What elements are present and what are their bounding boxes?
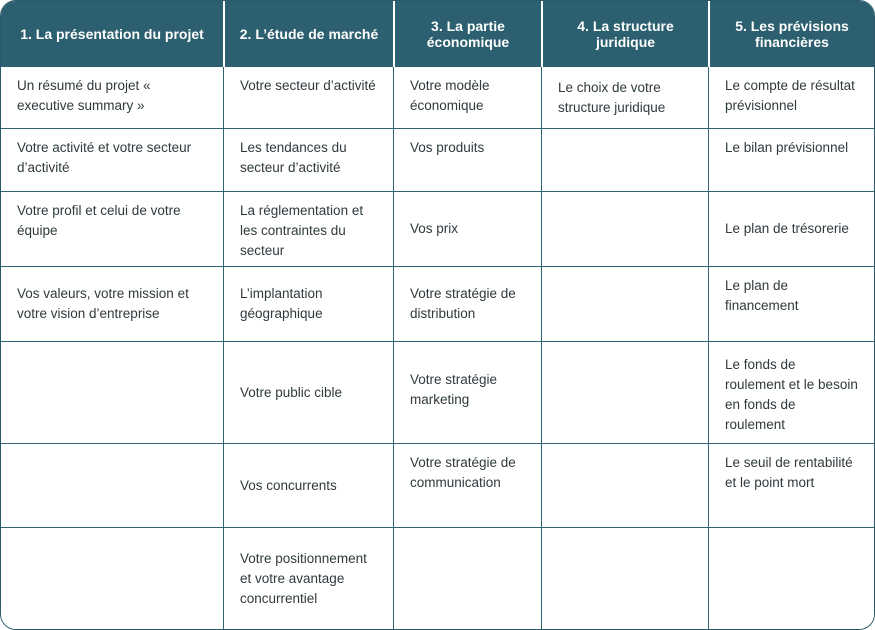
header-etude-marche: 2. L’étude de marché (239, 26, 379, 42)
table-cell: Vos concurrents (224, 444, 394, 528)
table-cell: Un résumé du projet « executive summary » (1, 67, 224, 129)
table-cell (542, 267, 709, 342)
table-cell (542, 528, 709, 629)
table-cell (542, 129, 709, 192)
table-header (1, 1, 874, 67)
table-cell (1, 444, 224, 528)
table-cell (542, 444, 709, 528)
table-cell: Votre stratégie de communication (394, 444, 542, 528)
table-cell: Vos valeurs, votre mission et votre vision d’entreprise (1, 267, 224, 342)
table-cell: Votre stratégie marketing (394, 342, 542, 444)
table-cell: Votre secteur d’activité (224, 67, 394, 129)
header-previsions-financieres: 5. Les prévisions financières (735, 18, 849, 50)
header-structure-juridique: 4. La structure juridique (577, 18, 674, 50)
table-body (1, 67, 874, 629)
table-cell: Votre positionnement et votre avantage concurrentiel (224, 528, 394, 629)
table-cell: Le plan de financement (709, 267, 874, 342)
table-cell (709, 528, 874, 629)
table-cell: Vos prix (394, 192, 542, 267)
table-cell (394, 528, 542, 629)
table-cell: Le seuil de rentabilité et le point mort (709, 444, 874, 528)
table-cell (542, 192, 709, 267)
table-cell: Votre profil et celui de votre équipe (1, 192, 224, 267)
table-cell: Votre activité et votre secteur d’activité (1, 129, 224, 192)
table-cell (542, 342, 709, 444)
table-cell (1, 342, 224, 444)
table-cell: Votre modèle économique (394, 67, 542, 129)
table-cell: L’implantation géographique (224, 267, 394, 342)
table-cell: Le choix de votre structure juridique (542, 67, 709, 129)
table-cell: Le fonds de roulement et le besoin en fonds de roulement (709, 342, 874, 444)
table-cell: La réglementation et les contraintes du secteur (224, 192, 394, 267)
table-cell: Vos produits (394, 129, 542, 192)
table-cell: Les tendances du secteur d’activité (224, 129, 394, 192)
table-cell: Le plan de trésorerie (709, 192, 874, 267)
header-partie-economique: 3. La partie économique (426, 18, 510, 50)
table-cell: Votre public cible (224, 342, 394, 444)
table-cell: Le compte de résultat prévisionnel (709, 67, 874, 129)
table-cell (1, 528, 224, 629)
table-cell: Le bilan prévisionnel (709, 129, 874, 192)
header-presentation: 1. La présentation du projet (20, 26, 204, 42)
table-cell: Votre stratégie de distribution (394, 267, 542, 342)
